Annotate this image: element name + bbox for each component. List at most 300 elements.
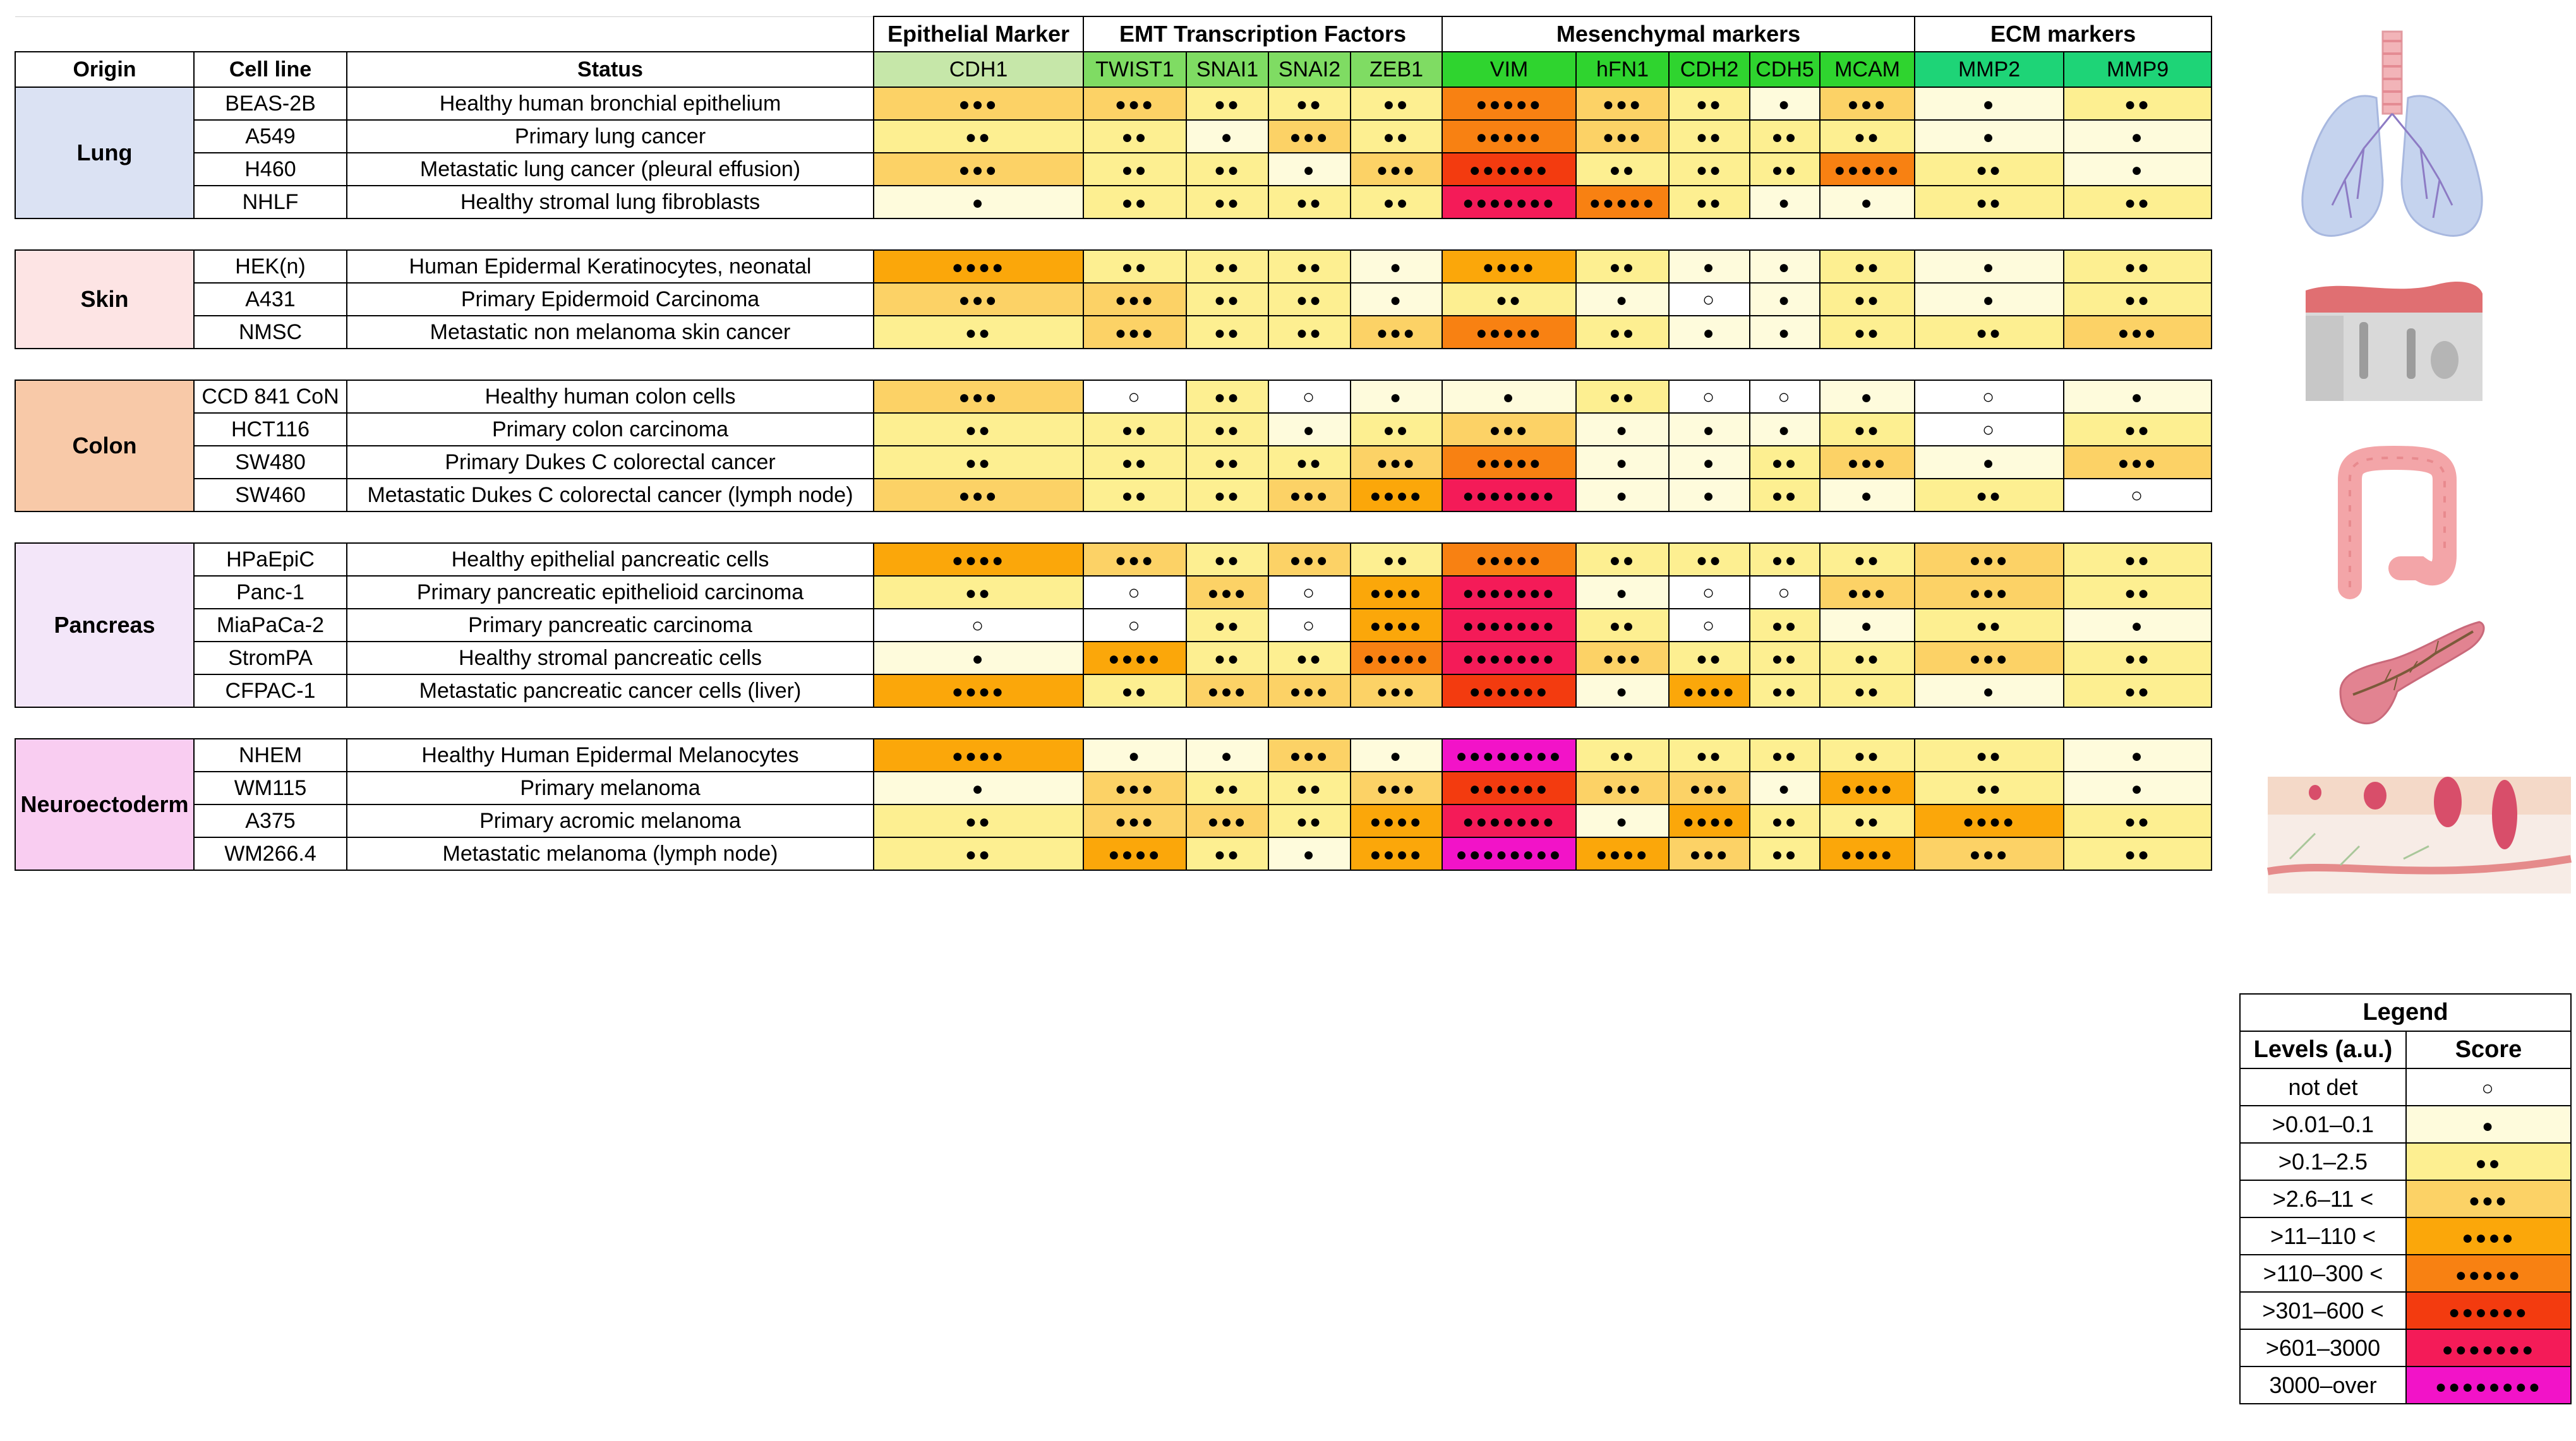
score-cell: [1750, 674, 1820, 707]
score-dots: ●●: [1383, 419, 1410, 441]
score-dots: ●●●●: [1369, 844, 1423, 865]
spacer-cell: [1083, 349, 1186, 380]
status-text: Healthy epithelial pancreatic cells: [347, 543, 874, 576]
score-dots: ●●●: [1114, 811, 1155, 832]
score-dots: ●●: [1213, 419, 1241, 441]
legend-dots: ○: [2481, 1076, 2496, 1099]
spacer-cell: [347, 511, 874, 543]
cell-line-name: Panc-1: [194, 576, 347, 609]
score-dots: ●●: [1609, 386, 1636, 408]
score-dots: ●●: [1609, 549, 1636, 571]
score-cell: [1083, 186, 1186, 218]
score-dots: ●●●: [1114, 322, 1155, 344]
spacer-cell: [1268, 218, 1351, 250]
marker-header: MMP9: [2064, 52, 2212, 87]
melanoma-skin-illustration: [2265, 764, 2574, 897]
spacer-cell: [1915, 218, 2064, 250]
status-text: Metastatic pancreatic cancer cells (liver): [347, 674, 874, 707]
score-dots: ●: [1303, 159, 1316, 181]
status-text: Primary Epidermoid Carcinoma: [347, 283, 874, 316]
legend-score: [2406, 1366, 2571, 1404]
score-dots: ○: [1128, 580, 1142, 604]
score-dots: ●: [972, 192, 985, 213]
score-dots: ●●: [1296, 192, 1323, 213]
score-cell: [1186, 837, 1268, 870]
score-dots: ●●: [1771, 648, 1798, 669]
score-cell: [1669, 772, 1750, 804]
score-dots: ●: [1702, 452, 1716, 474]
marker-group-header: Mesenchymal markers: [1442, 16, 1915, 52]
score-cell: [1750, 804, 1820, 837]
legend-row: [2240, 1180, 2571, 1217]
score-cell: [1186, 283, 1268, 316]
score-dots: ●: [1615, 419, 1630, 441]
score-dots: ●●: [965, 126, 992, 148]
score-dots: ●: [1982, 93, 1996, 115]
score-dots: ●●●●: [1962, 811, 2016, 832]
score-cell: [1083, 380, 1186, 413]
score-dots: ●●: [965, 322, 992, 344]
score-dots: ●●: [1296, 778, 1323, 799]
spacer-cell: [1750, 218, 1820, 250]
spacer-cell: [1669, 707, 1750, 739]
legend-score: [2406, 1106, 2571, 1143]
score-dots: ●●●: [1847, 452, 1887, 474]
score-cell: [874, 837, 1083, 870]
score-dots: ●●●●●●: [1469, 778, 1550, 799]
table-row: [15, 87, 2212, 120]
score-dots: ●●●●●●●●: [1455, 745, 1563, 767]
legend-row: [2240, 1255, 2571, 1292]
score-cell: [1083, 479, 1186, 511]
score-dots: ●●●●: [951, 549, 1006, 571]
score-cell: [1186, 576, 1268, 609]
score-cell: [2064, 446, 2212, 479]
legend: [2239, 993, 2570, 1404]
score-cell: [1186, 446, 1268, 479]
score-cell: [1915, 153, 2064, 186]
score-cell: [1083, 87, 1186, 120]
score-dots: ●●: [1213, 192, 1241, 213]
score-dots: ●●: [2124, 582, 2152, 604]
score-dots: ●●●●●: [1476, 322, 1543, 344]
score-cell: [1820, 87, 1915, 120]
origin-label: Pancreas: [15, 543, 194, 707]
score-dots: ○: [1702, 613, 1717, 637]
skin-illustration: [2299, 265, 2489, 407]
spacer-cell: [194, 511, 347, 543]
score-cell: [1268, 380, 1351, 413]
score-cell: [1820, 153, 1915, 186]
marker-header: hFN1: [1576, 52, 1669, 87]
table-row: [15, 413, 2212, 446]
score-dots: ●●●●●●●: [1462, 485, 1556, 506]
score-dots: ●●●●●●: [1469, 159, 1550, 181]
table-row: [15, 576, 2212, 609]
score-cell: [2064, 739, 2212, 772]
score-dots: ●●: [1296, 289, 1323, 311]
score-dots: ●●: [1853, 289, 1881, 311]
score-dots: ●●●●: [1482, 256, 1536, 278]
legend-level: 3000–over: [2240, 1366, 2406, 1404]
score-dots: ●●: [1213, 549, 1241, 571]
colon-illustration: [2325, 442, 2467, 600]
score-cell: [1442, 316, 1576, 349]
score-cell: [1186, 674, 1268, 707]
score-cell: [874, 250, 1083, 283]
cell-line-name: NMSC: [194, 316, 347, 349]
score-cell: [1915, 576, 2064, 609]
status-header: Status: [347, 52, 874, 87]
score-cell: [1083, 576, 1186, 609]
spacer-cell: [1750, 511, 1820, 543]
score-cell: [1186, 316, 1268, 349]
spacer-cell: [874, 349, 1083, 380]
score-dots: ●●: [1609, 159, 1636, 181]
legend-dots: ●●●●●●: [2448, 1301, 2529, 1323]
score-cell: [1669, 479, 1750, 511]
score-cell: [1576, 120, 1669, 153]
score-cell: [2064, 479, 2212, 511]
cell-line-name: HEK(n): [194, 250, 347, 283]
score-dots: ●●: [1296, 322, 1323, 344]
legend-row: [2240, 1366, 2571, 1404]
score-dots: ●●●●●: [1363, 648, 1430, 669]
score-dots: ●●●: [2117, 452, 2158, 474]
spacer-cell: [1750, 349, 1820, 380]
cell-line-name: A431: [194, 283, 347, 316]
score-dots: ●●: [1213, 159, 1241, 181]
score-cell: [1351, 837, 1442, 870]
spacer-cell: [1442, 349, 1576, 380]
score-dots: ○: [2130, 483, 2145, 506]
score-dots: ●●●: [1114, 93, 1155, 115]
score-dots: ●●●●: [1369, 582, 1423, 604]
score-cell: [1820, 380, 1915, 413]
score-cell: [874, 543, 1083, 576]
score-cell: [1083, 413, 1186, 446]
score-cell: [1186, 543, 1268, 576]
score-cell: [2064, 609, 2212, 642]
score-cell: [874, 283, 1083, 316]
legend-score-header: Score: [2406, 1031, 2571, 1068]
score-dots: ●●●: [958, 386, 999, 408]
score-cell: [1576, 543, 1669, 576]
score-dots: ●●●●●: [1476, 549, 1543, 571]
score-dots: ●●: [1695, 159, 1723, 181]
score-dots: ●●: [1975, 485, 2003, 506]
table-row: [15, 120, 2212, 153]
score-cell: [1351, 413, 1442, 446]
score-dots: ●●: [1121, 419, 1148, 441]
group-spacer: [15, 707, 2212, 739]
score-cell: [1750, 739, 1820, 772]
score-cell: [2064, 153, 2212, 186]
spacer-cell: [1820, 218, 1915, 250]
status-text: Primary pancreatic epithelioid carcinoma: [347, 576, 874, 609]
score-dots: ●●●●●●●●: [1455, 844, 1563, 865]
score-cell: [1750, 642, 1820, 674]
score-cell: [1576, 837, 1669, 870]
score-cell: [1820, 609, 1915, 642]
score-cell: [1820, 642, 1915, 674]
score-dots: ●: [1615, 452, 1630, 474]
score-dots: ●●●●●: [1589, 192, 1656, 213]
left-lung-shape: [2302, 96, 2383, 236]
marker-header: SNAI1: [1186, 52, 1268, 87]
score-dots: ○: [1778, 385, 1792, 408]
score-cell: [1750, 446, 1820, 479]
score-cell: [1820, 804, 1915, 837]
score-cell: [1576, 413, 1669, 446]
score-cell: [1750, 153, 1820, 186]
score-cell: [1351, 739, 1442, 772]
score-dots: ○: [1982, 417, 1997, 441]
score-cell: [1576, 316, 1669, 349]
score-cell: [1442, 186, 1576, 218]
spacer-cell: [874, 707, 1083, 739]
score-cell: [1083, 804, 1186, 837]
score-cell: [874, 446, 1083, 479]
score-dots: ●: [2131, 126, 2145, 148]
spacer-cell: [2064, 707, 2212, 739]
spacer-cell: [15, 218, 194, 250]
score-dots: ●●●: [1969, 582, 2009, 604]
score-cell: [1186, 479, 1268, 511]
status-text: Healthy stromal pancreatic cells: [347, 642, 874, 674]
score-dots: ○: [971, 613, 986, 637]
score-cell: [1351, 446, 1442, 479]
score-dots: ●●: [965, 844, 992, 865]
score-cell: [1268, 446, 1351, 479]
score-cell: [1442, 804, 1576, 837]
score-dots: ●: [1982, 681, 1996, 702]
origin-label: Neuroectoderm: [15, 739, 194, 870]
spacer-cell: [1186, 218, 1268, 250]
legend-row: [2240, 1068, 2571, 1106]
score-dots: ●●: [1609, 745, 1636, 767]
score-dots: ○: [1982, 385, 1997, 408]
score-cell: [2064, 772, 2212, 804]
score-dots: ●●: [1771, 811, 1798, 832]
cell-line-name: WM266.4: [194, 837, 347, 870]
legend-score: [2406, 1255, 2571, 1292]
score-cell: [2064, 316, 2212, 349]
score-dots: ●: [1702, 419, 1716, 441]
spacer-cell: [1576, 349, 1669, 380]
status-text: Healthy Human Epidermal Melanocytes: [347, 739, 874, 772]
legend-level: not det: [2240, 1068, 2406, 1106]
score-cell: [1442, 576, 1576, 609]
score-dots: ●●: [1609, 322, 1636, 344]
score-cell: [1669, 804, 1750, 837]
score-cell: [1576, 609, 1669, 642]
score-dots: ●●●: [1376, 159, 1417, 181]
score-cell: [1351, 543, 1442, 576]
score-dots: ●●: [1213, 615, 1241, 637]
score-cell: [1820, 446, 1915, 479]
spacer-cell: [874, 218, 1083, 250]
score-cell: [1442, 739, 1576, 772]
score-cell: [1083, 739, 1186, 772]
score-cell: [1750, 250, 1820, 283]
score-cell: [1576, 87, 1669, 120]
score-dots: ●●●: [1114, 289, 1155, 311]
score-cell: [1442, 283, 1576, 316]
score-dots: ●●●: [1289, 485, 1330, 506]
score-cell: [1186, 609, 1268, 642]
spacer-cell: [1820, 349, 1915, 380]
score-dots: ●: [1778, 192, 1792, 213]
score-cell: [1083, 772, 1186, 804]
table-row: [15, 186, 2212, 218]
score-cell: [1083, 446, 1186, 479]
score-dots: ●●: [2124, 844, 2152, 865]
score-cell: [1083, 543, 1186, 576]
score-dots: ●: [1778, 778, 1792, 799]
status-text: Healthy human colon cells: [347, 380, 874, 413]
score-dots: ●: [1615, 681, 1630, 702]
score-dots: ●●: [1213, 93, 1241, 115]
score-dots: ●: [1702, 322, 1716, 344]
spacer-cell: [874, 511, 1083, 543]
score-dots: ●: [1860, 192, 1874, 213]
score-dots: ●●●●●●●: [1462, 615, 1556, 637]
score-cell: [2064, 576, 2212, 609]
score-dots: ●: [1615, 289, 1630, 311]
score-dots: ●●●: [1207, 582, 1248, 604]
score-cell: [1186, 250, 1268, 283]
score-dots: ●●: [1609, 615, 1636, 637]
score-cell: [1442, 479, 1576, 511]
score-dots: ●●●●●●●: [1462, 811, 1556, 832]
cell-line-name: A549: [194, 120, 347, 153]
score-dots: ●●: [1853, 745, 1881, 767]
legend-score: [2406, 1180, 2571, 1217]
score-dots: ●●: [2124, 648, 2152, 669]
score-cell: [2064, 120, 2212, 153]
score-cell: [1576, 380, 1669, 413]
score-dots: ●●●: [958, 93, 999, 115]
score-cell: [1669, 739, 1750, 772]
legend-header-row: [2240, 1031, 2571, 1068]
score-dots: ●●●●●: [1476, 93, 1543, 115]
cell-line-name: HPaEpiC: [194, 543, 347, 576]
legend-dots: ●●●●●●●●: [2435, 1376, 2542, 1397]
score-cell: [1268, 739, 1351, 772]
score-cell: [1669, 283, 1750, 316]
score-cell: [1268, 576, 1351, 609]
score-cell: [1915, 772, 2064, 804]
score-dots: ●●: [2124, 192, 2152, 213]
score-dots: ●●●●: [951, 745, 1006, 767]
score-cell: [2064, 804, 2212, 837]
score-dots: ○: [1302, 385, 1317, 408]
score-cell: [1576, 153, 1669, 186]
score-dots: ●: [1778, 256, 1792, 278]
score-dots: ●●●: [1376, 778, 1417, 799]
score-cell: [2064, 283, 2212, 316]
spacer-cell: [1820, 707, 1915, 739]
score-dots: ●: [2131, 745, 2145, 767]
score-cell: [1669, 186, 1750, 218]
legend-level: >0.01–0.1: [2240, 1106, 2406, 1143]
score-cell: [1576, 642, 1669, 674]
score-dots: ●●: [1771, 159, 1798, 181]
score-dots: ●●●: [1602, 93, 1643, 115]
score-dots: ●●: [1213, 289, 1241, 311]
table-row: [15, 446, 2212, 479]
pancreas-illustration: [2328, 616, 2492, 732]
score-cell: [1820, 674, 1915, 707]
score-cell: [1083, 316, 1186, 349]
score-cell: [1820, 739, 1915, 772]
table-row: [15, 674, 2212, 707]
score-cell: [1351, 250, 1442, 283]
score-dots: ●●●●●: [1834, 159, 1901, 181]
score-cell: [1915, 674, 2064, 707]
cell-line-name: HCT116: [194, 413, 347, 446]
score-dots: ●●: [1853, 126, 1881, 148]
score-dots: ○: [1778, 580, 1792, 604]
score-cell: [1268, 642, 1351, 674]
score-dots: ●●: [965, 452, 992, 474]
table-row: [15, 153, 2212, 186]
score-dots: ●●●: [1289, 549, 1330, 571]
table-row: [15, 804, 2212, 837]
score-dots: ●●: [1296, 256, 1323, 278]
score-dots: ●●●●: [1108, 844, 1162, 865]
legend-dots: ●●●●●●●: [2441, 1339, 2536, 1360]
score-cell: [1750, 380, 1820, 413]
score-dots: ●●: [1975, 322, 2003, 344]
spacer-cell: [1669, 511, 1750, 543]
expression-table: [15, 16, 2212, 871]
score-dots: ●●: [1771, 549, 1798, 571]
score-cell: [1576, 479, 1669, 511]
score-dots: ●: [1702, 485, 1716, 506]
legend-row: [2240, 1143, 2571, 1180]
score-cell: [1186, 380, 1268, 413]
score-cell: [1750, 87, 1820, 120]
score-dots: ●●●: [1602, 648, 1643, 669]
score-cell: [1083, 609, 1186, 642]
score-cell: [1442, 609, 1576, 642]
score-cell: [1268, 413, 1351, 446]
score-cell: [1915, 316, 2064, 349]
score-cell: [874, 479, 1083, 511]
score-cell: [1820, 837, 1915, 870]
score-dots: ●●: [1695, 93, 1723, 115]
score-dots: ●●: [1695, 745, 1723, 767]
score-dots: ●●●: [1289, 126, 1330, 148]
score-dots: ○: [1702, 580, 1717, 604]
legend-level-header: Levels (a.u.): [2240, 1031, 2406, 1068]
status-text: Metastatic lung cancer (pleural effusion): [347, 153, 874, 186]
score-dots: ●●●: [1207, 681, 1248, 702]
spacer-cell: [2064, 218, 2212, 250]
score-dots: ●●●: [1969, 648, 2009, 669]
score-cell: [1576, 250, 1669, 283]
score-dots: ●●: [1771, 681, 1798, 702]
score-dots: ●: [2131, 386, 2145, 408]
score-dots: ●●: [1695, 549, 1723, 571]
score-dots: ●●●●: [1840, 844, 1894, 865]
score-dots: ●●: [1383, 549, 1410, 571]
score-dots: ●: [1303, 844, 1316, 865]
score-dots: ●●: [1695, 192, 1723, 213]
table-row: [15, 283, 2212, 316]
